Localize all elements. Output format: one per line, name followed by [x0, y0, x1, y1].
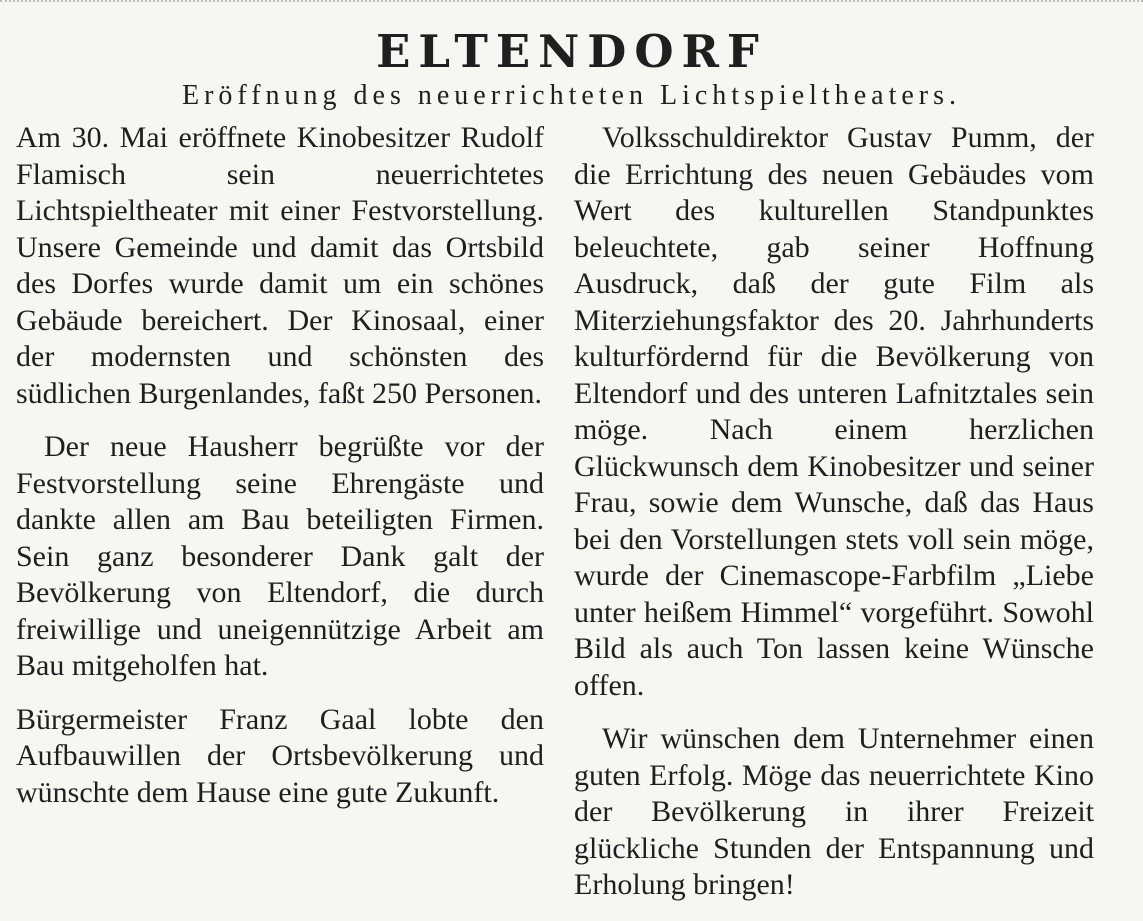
left-text-column — [16, 120, 544, 828]
paragraph-opening: Am 30. Mai eröffnete Kinobesitzer Rudolf Flamisch sein neuerrichtetes Lichtspieltheater mit einer Festvorstellung. Unsere Gemeinde und damit das Ortsbild des Dorfes wurde damit um ein schönes Gebäude bereichert. Der Kinosaal, einer der modernsten und schönsten des südlichen Burgenlandes, faßt 250 Personen. — [16, 121, 544, 410]
article-headline: ELTENDORF — [376, 25, 767, 78]
paragraph-closing-wish: Wir wünschen dem Unternehmer einen guten Erfolg. Möge das neuerrichtete Kino der Bevölkerung in ihrer Freizeit glückliche Stunden der Entspannung und Erholung bringen! — [574, 722, 1094, 901]
top-separator-rule — [0, 0, 1143, 8]
paragraph-host-thanks: Der neue Hausherr begrüßte vor der Festvorstellung seine Ehrengäste und dankte allen am Bau beteiligten Firmen. Sein ganz besonderer Dank galt der Bevölkerung von Eltendorf, die durch freiwillige und uneigennützige Arbeit am Bau mitgeholfen hat. — [16, 430, 544, 682]
paragraph-headmaster: Volksschuldirektor Gustav Pumm, der die Errichtung des neuen Gebäudes vom Wert des kulturellen Standpunktes beleuchtete, gab seiner Hoffnung Ausdruck, daß der gute Film als Miterziehungsfaktor des 20. Jahrhunderts kulturfördernd für die Bevölkerung von Eltendorf und des unteren Lafnitztales sein möge. Nach einem herzlichen Glückwunsch dem Kinobesitzer und seiner Frau, sowie dem Wunsche, daß das Haus bei den Vorstellungen stets voll sein möge, wurde der Cinemascope-Farbfilm „Liebe unter heißem Himmel“ vorgeführt. Sowohl Bild als auch Ton lassen keine Wünsche offen. — [574, 121, 1094, 702]
paragraph-mayor: Bürgermeister Franz Gaal lobte den Aufbauwillen der Ortsbevölkerung und wünschte dem Hause eine gute Zukunft. — [16, 702, 544, 809]
right-text-column — [574, 120, 1094, 921]
article-subtitle: Eröffnung des neuerrichteten Lichtspieltheaters. — [181, 80, 962, 111]
